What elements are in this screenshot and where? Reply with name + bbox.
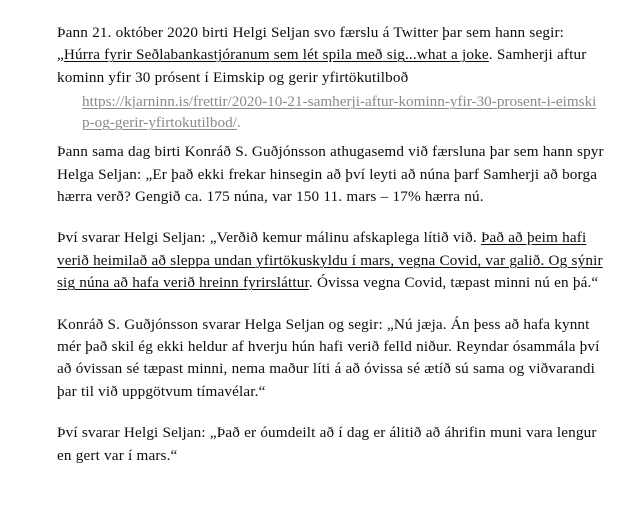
paragraph-konrad-question: Þann sama dag birti Konráð S. Guðjónsson athugasemd við færsluna þar sem hann spyr Helga Seljan: „Er það ekki frekar hinsegin að því leyti að núna þarf Samherji að borga hærra verð? Gengið ca. 175 núna, var 150 11. mars – 17% hærra nú. — [57, 143, 604, 206]
underlined-quote-text: Húrra fyrir Seðlabankastjóranum sem lét spila með sig...what a joke — [63, 46, 489, 64]
paragraph-lead-text: Því svarar Helgi Seljan: „Verðið kemur málinu afskaplega lítið við. — [57, 229, 481, 247]
paragraph-tail-text: . Óvissa vegna Covid, tæpast minni nú en þá.“ — [308, 274, 599, 292]
paragraph-helgi-final: Því svarar Helgi Seljan: „Það er óumdeilt að í dag er álitið að áhrifin muni vara lengur en gert var í mars.“ — [57, 424, 597, 464]
paragraph-tail-text: . Samherji aftur kominn yfir 30 prósent í Eimskip og gerir yfirtökutilboð — [57, 46, 587, 86]
url-trailing-period: . — [236, 114, 241, 132]
source-link-block — [82, 91, 602, 133]
paragraph-twitter-post — [57, 22, 605, 89]
paragraph-helgi-reply — [57, 227, 605, 294]
source-url-link[interactable]: https://kjarninn.is/frettir/2020-10-21-samherji-aftur-kominn-yfir-30-prosent-i-eimskip-og-gerir-yfirtokutilbod/ — [82, 93, 597, 132]
spacer-after-link — [57, 133, 616, 141]
underlined-emphasis-text: Það að þeim hafi verið heimilað að sleppa undan yfirtökuskyldu í mars, vegna Covid, var galið. Og sýnir sig núna að hafa verið hreinn fyrirsláttur — [57, 229, 603, 292]
paragraph-lead-text: Þann 21. október 2020 birti Helgi Seljan svo færslu á Twitter þar sem hann segir: „ — [57, 24, 565, 64]
paragraph-konrad-response: Konráð S. Guðjónsson svarar Helga Seljan og segir: „Nú jæja. Án þess að hafa kynnt mér það skil ég ekki heldur af hverju hún hafi verið felld niður. Reyndar ósammála því að óvissan sé tæpast minni, nema maður líti á að óvissa sé ætíð sú sama og viðvarandi þar til við uppgötvum tímavélar.“ — [57, 315, 600, 400]
